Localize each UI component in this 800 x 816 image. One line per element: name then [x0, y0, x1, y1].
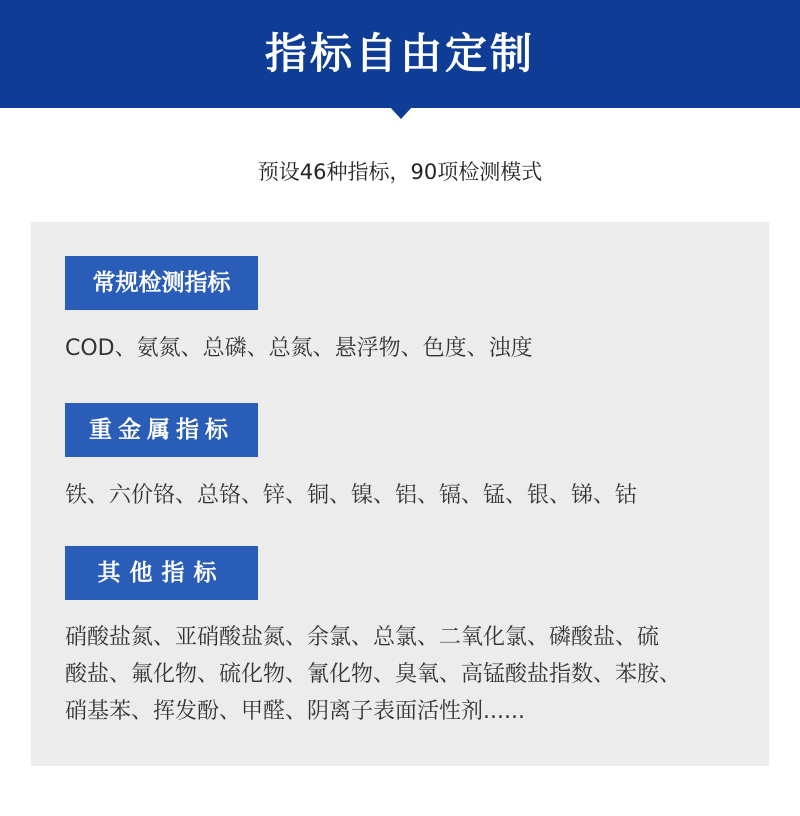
item-line: 硝基苯、挥发酚、甲醛、阴离子表面活性剂...... [65, 699, 525, 724]
section-tag-routine: 常规检测指标 [65, 256, 258, 310]
section-items-other [65, 619, 745, 730]
item-line: 铁、六价铬、总铬、锌、铜、镍、铝、镉、锰、银、锑、钴 [65, 483, 638, 508]
subtitle: 预设46种指标，90项检测模式 [257, 160, 543, 184]
item-line: 酸盐、氟化物、硫化物、氰化物、臭氧、高锰酸盐指数、苯胺、 [65, 662, 682, 687]
header-pointer [389, 106, 413, 119]
section-tag-other: 其他指标 [65, 546, 258, 600]
section-items-routine [65, 330, 745, 367]
page-title: 指标自由定制 [264, 29, 535, 78]
header-banner [0, 0, 800, 108]
item-line: COD、氨氮、总磷、总氮、悬浮物、色度、浊度 [65, 336, 533, 361]
item-line: 硝酸盐氮、亚硝酸盐氮、余氯、总氯、二氧化氯、磷酸盐、硫 [65, 625, 660, 650]
section-tag-heavy-metal: 重金属指标 [65, 403, 258, 457]
section-items-heavy-metal [65, 477, 745, 514]
